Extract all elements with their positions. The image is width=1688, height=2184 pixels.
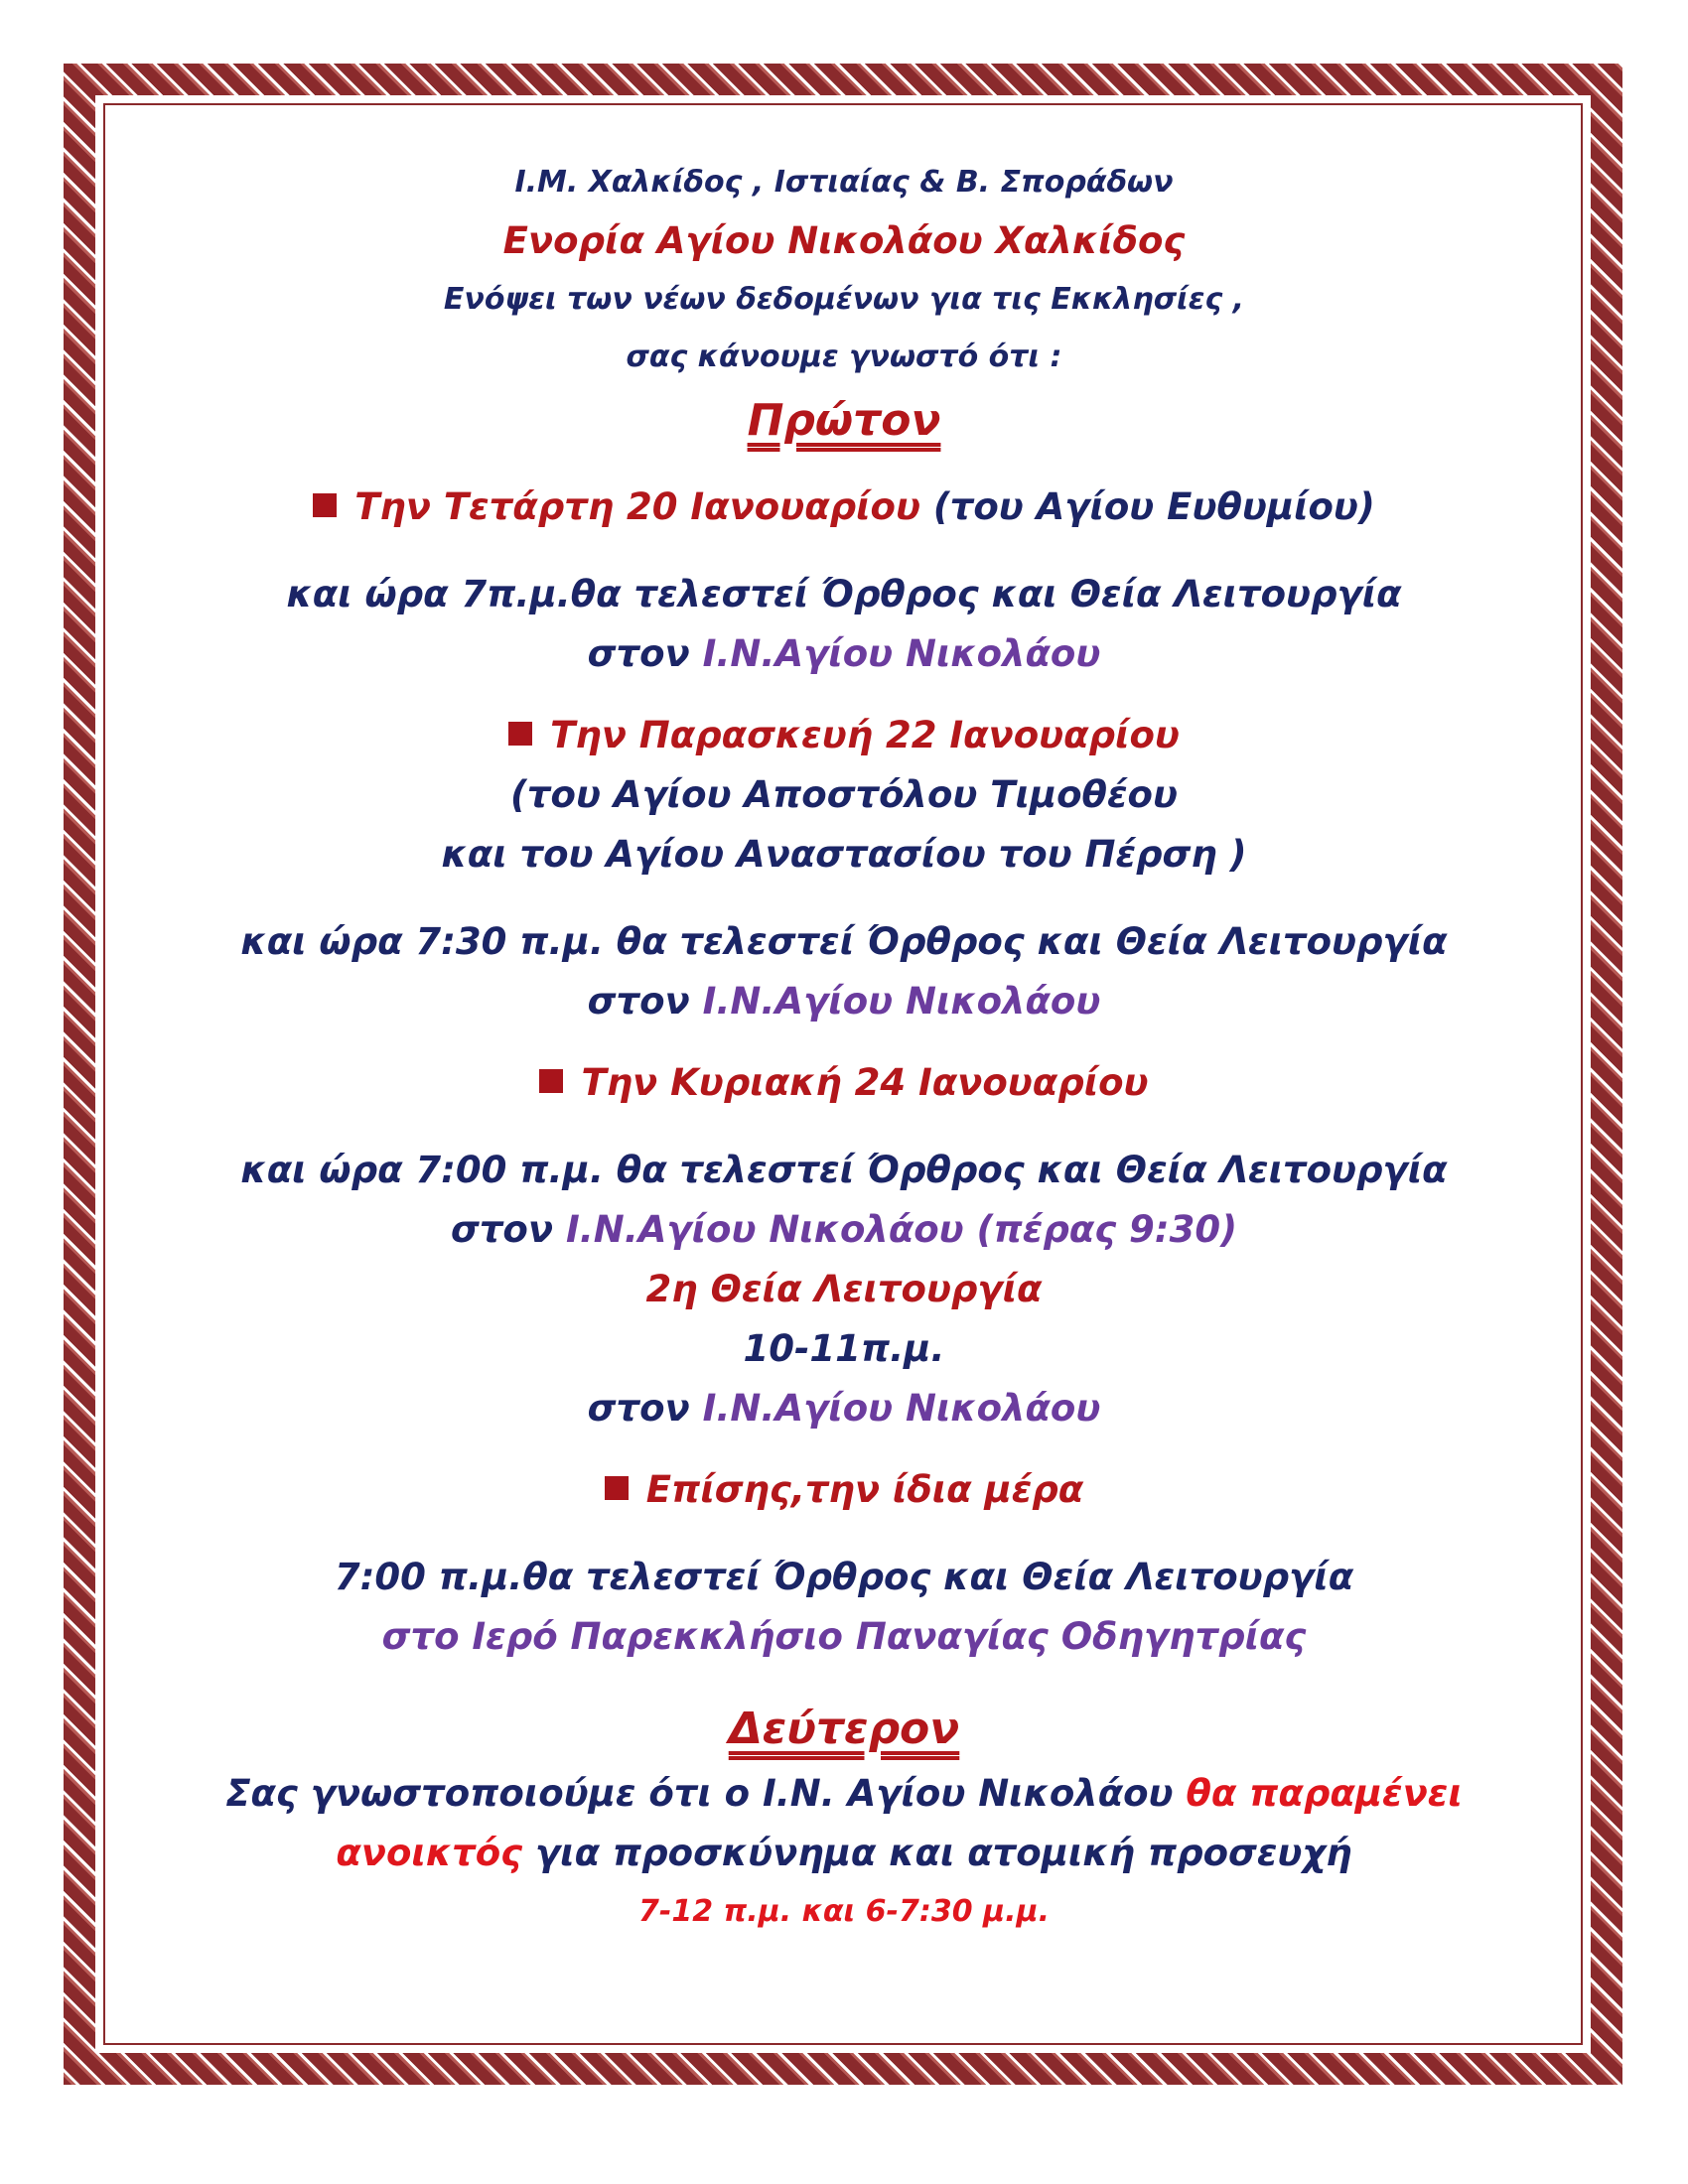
item3-service: και ώρα 7:00 π.μ. θα τελεστεί Όρθρος και Θεία Λειτουργία	[240, 1149, 1448, 1191]
item3-second-place: Ι.Ν.Αγίου Νικολάου	[702, 1387, 1101, 1430]
opening-hours: 7-12 π.μ. και 6-7:30 μ.μ.	[638, 1894, 1050, 1929]
second-heading: Δεύτερον	[728, 1704, 960, 1754]
square-bullet-icon	[508, 722, 532, 746]
second-highlight-1: θα παραμένει	[1186, 1772, 1463, 1815]
diocese-name: Ι.Μ. Χαλκίδος , Ιστιαίας & Β. Σποράδων	[514, 165, 1174, 200]
item4-date-line	[119, 1460, 1569, 1520]
second-text-line-2	[119, 1824, 1569, 1883]
item3-place-prefix: στον	[451, 1208, 554, 1251]
second-text-2: για προσκύνημα και ατομική προσευχή	[534, 1832, 1352, 1874]
item2-day: Την Παρασκευή 22 Ιανουαρίου	[550, 714, 1180, 756]
item4-service: 7:00 π.μ.θα τελεστεί Όρθρος και Θεία Λειτουργία	[334, 1556, 1354, 1598]
item3-second-time: 10-11π.μ.	[743, 1327, 945, 1370]
item2-place-line	[119, 972, 1569, 1031]
item3-day: Την Κυριακή 24 Ιανουαρίου	[581, 1061, 1149, 1104]
item1-saint: (του Αγίου Ευθυμίου)	[932, 485, 1375, 528]
item1-day: Την Τετάρτη 20 Ιανουαρίου	[354, 485, 920, 528]
item2-service: και ώρα 7:30 π.μ. θα τελεστεί Όρθρος και Θεία Λειτουργία	[240, 920, 1448, 963]
item3-place: Ι.Ν.Αγίου Νικολάου (πέρας 9:30)	[565, 1208, 1237, 1251]
parish-name: Ενορία Αγίου Νικολάου Χαλκίδος	[502, 219, 1186, 262]
square-bullet-icon	[605, 1476, 629, 1500]
item1-place-prefix: στον	[587, 632, 690, 675]
intro-line-1: Ενόψει των νέων δεδομένων για τις Εκκλησίες ,	[443, 282, 1245, 317]
item2-place-prefix: στον	[587, 980, 690, 1023]
square-bullet-icon	[539, 1069, 563, 1093]
square-bullet-icon	[313, 493, 337, 517]
item2-saint-2: και του Αγίου Αναστασίου του Πέρση )	[441, 833, 1247, 876]
item3-date-line	[119, 1053, 1569, 1113]
first-heading: Πρώτον	[747, 395, 941, 446]
item1-date-line	[119, 478, 1569, 537]
item3-place-line	[119, 1200, 1569, 1260]
second-highlight-2: ανοικτός	[336, 1832, 523, 1874]
item3-second-place-line	[119, 1379, 1569, 1438]
intro-line-2: σας κάνουμε γνωστό ότι :	[626, 340, 1062, 374]
second-text-1: Σας γνωστοποιούμε ότι ο Ι.Ν. Αγίου Νικολάου	[225, 1772, 1174, 1815]
item3-second-place-prefix: στον	[587, 1387, 690, 1430]
item3-second-liturgy: 2η Θεία Λειτουργία	[645, 1268, 1043, 1310]
item4-day: Επίσης,την ίδια μέρα	[645, 1468, 1084, 1511]
item1-place: Ι.Ν.Αγίου Νικολάου	[702, 632, 1101, 675]
announcement	[119, 154, 1569, 1941]
item2-date-line	[119, 706, 1569, 765]
item1-place-line	[119, 624, 1569, 684]
item4-place: στο Ιερό Παρεκκλήσιο Παναγίας Οδηγητρίας	[381, 1615, 1307, 1658]
item1-service: και ώρα 7π.μ.θα τελεστεί Όρθρος και Θεία Λειτουργία	[286, 573, 1402, 615]
second-text-line-1	[119, 1764, 1569, 1824]
item2-place: Ι.Ν.Αγίου Νικολάου	[702, 980, 1101, 1023]
item2-saint-1: (του Αγίου Αποστόλου Τιμοθέου	[510, 773, 1178, 816]
